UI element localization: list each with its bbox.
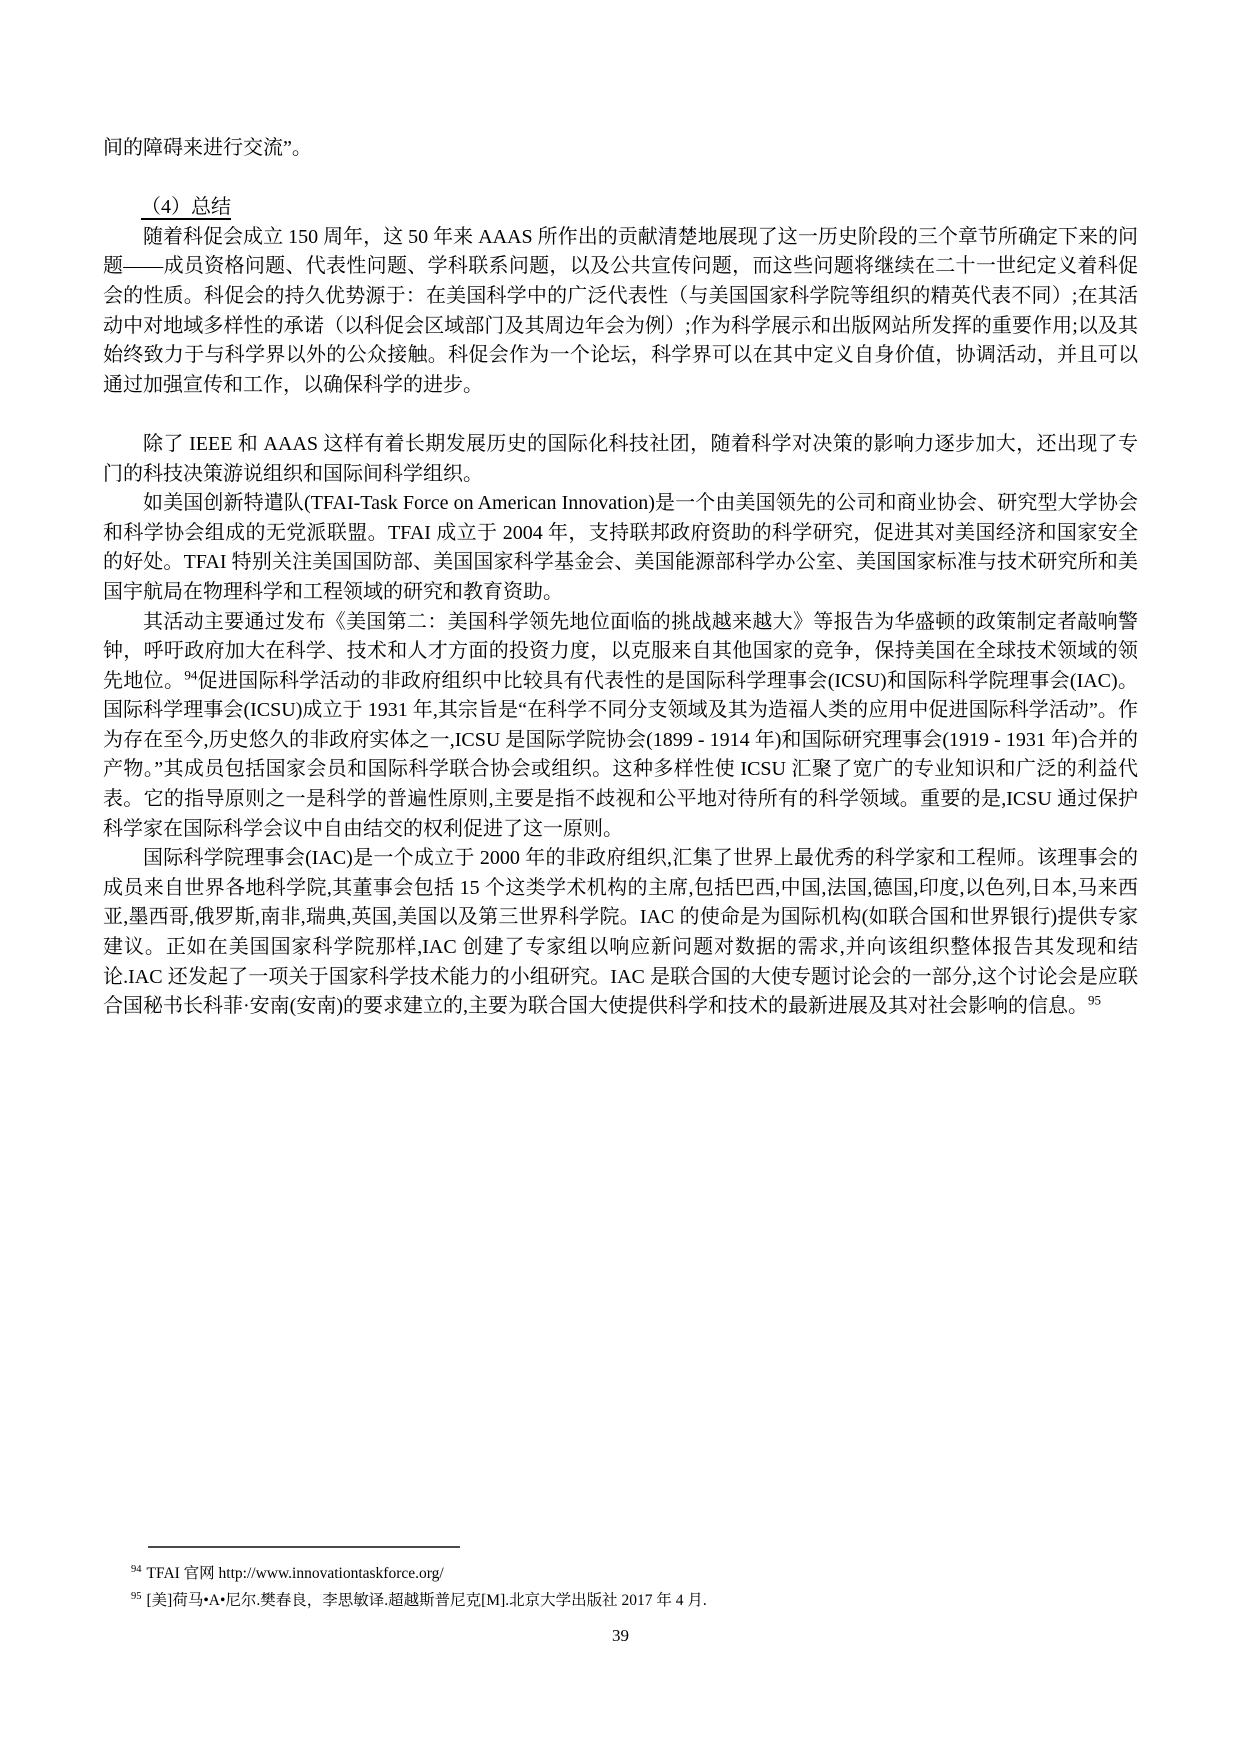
footnote-94-marker: 94	[131, 1563, 142, 1575]
footnotes-block	[131, 1560, 1138, 1614]
footnote-95	[131, 1587, 1138, 1614]
footnote-94	[131, 1560, 1138, 1587]
page-body	[103, 134, 1138, 1022]
paragraph-icsu-text-before-ref: 其活动主要通过发布《美国第二：美国科学领先地位面临的挑战越来越大》等报告为华盛顿的政策制定者敲响警钟，呼吁政府加大在科学、技术和人才方面的投资力度，以克服来自其他国家的竞争，保持美国在全球技术领域的领先地位。	[103, 610, 1138, 692]
paragraph-iac	[103, 844, 1138, 1022]
section-heading	[103, 193, 1138, 223]
footnote-ref-94: 94	[184, 667, 198, 683]
footnote-ref-95: 95	[1087, 992, 1101, 1008]
footnote-95-text: [美]荷马•A•尼尔.樊春良，李思敏译.超越斯普尼克[M].北京大学出版社 2017 年 4 月.	[146, 1592, 707, 1609]
section-heading-text: （4）总结	[141, 196, 231, 219]
footnote-94-text: TFAI 官网 http://www.innovationtaskforce.org/	[146, 1565, 444, 1582]
paragraph-icsu	[103, 608, 1138, 845]
page-number: 39	[612, 1626, 629, 1645]
paragraph-ieee-aaas-societies: 除了 IEEE 和 AAAS 这样有着长期发展历史的国际化科技社团，随着科学对决策的影响力逐步加大，还出现了专门的科技决策游说组织和国际间科学组织。	[103, 432, 1138, 485]
paragraph-iac-text: 国际科学院理事会(IAC)是一个成立于 2000 年的非政府组织,汇集了世界上最优秀的科学家和工程师。该理事会的成员来自世界各地科学院,其董事会包括 15 个这类学术机构的主席,包括巴西,中国,法国,德国,印度,以色列,日本,马来西亚,墨西哥,俄罗斯,南非,瑞典,英国,美国以及第三世界科学院。IAC 的使命是为国际机构(如联合国和世界银行)提供专家建议。正如在美国国家科学院那样,IAC 创建了专家组以响应新问题对数据的需求,并向该组织整体报告其发现和结论.IAC 还发起了一项关于国家科学技术能力的小组研究。IAC 是联合国的大使专题讨论会的一部分,这个讨论会是应联合国秘书长科菲·安南(安南)的要求建立的,主要为联合国大使提供科学和技术的最新进展及其对社会影响的信息。	[103, 847, 1138, 1018]
paragraph-aaas-summary: 随着科促会成立 150 周年，这 50 年来 AAAS 所作出的贡献清楚地展现了这一历史阶段的三个章节所确定下来的问题——成员资格问题、代表性问题、学科联系问题，以及公共宣传问题，而这些问题将继续在二十一世纪定义着科促会的性质。科促会的持久优势源于：在美国科学中的广泛代表性（与美国国家科学院等组织的精英代表不同）;在其活动中对地域多样性的承诺（以科促会区域部门及其周边年会为例）;作为科学展示和出版网站所发挥的重要作用;以及其始终致力于与科学界以外的公众接触。科促会作为一个论坛，科学界可以在其中定义自身价值，协调活动，并且可以通过加强宣传和工作，以确保科学的进步。	[103, 225, 1138, 396]
footnote-95-marker: 95	[131, 1590, 142, 1602]
paragraph-tfai: 如美国创新特遣队(TFAI-Task Force on American Innovation)是一个由美国领先的公司和商业协会、研究型大学协会和科学协会组成的无党派联盟。TFAI 成立于 2004 年，支持联邦政府资助的科学研究，促进其对美国经济和国家安全的好处。TFAI 特别关注美国国防部、美国国家科学基金会、美国能源部科学办公室、美国国家标准与技术研究所和美国宇航局在物理科学和工程领域的研究和教育资助。	[103, 492, 1138, 603]
footnote-separator-line	[148, 1546, 460, 1548]
continuation-paragraph-line: 间的障碍来进行交流”。	[103, 137, 312, 159]
paragraph-icsu-text-after-ref: 促进国际科学活动的非政府组织中比较具有代表性的是国际科学理事会(ICSU)和国际科学院理事会(IAC)。国际科学理事会(ICSU)成立于 1931 年,其宗旨是“在科学不同分支领域及其为造福人类的应用中促进国际科学活动”。作为存在至今,历史悠久的非政府实体之一,ICSU 是国际学院协会(1899 - 1914 年)和国际研究理事会(1919 - 1931 年)合并的产物。”其成员包括国家会员和国际科学联合协会或组织。这种多样性使 ICSU 汇聚了宽广的专业知识和广泛的利益代表。它的指导原则之一是科学的普遍性原则,主要是指不歧视和公平地对待所有的科学领域。重要的是,ICSU 通过保护科学家在国际科学会议中自由结交的权利促进了这一原则。	[103, 669, 1139, 840]
